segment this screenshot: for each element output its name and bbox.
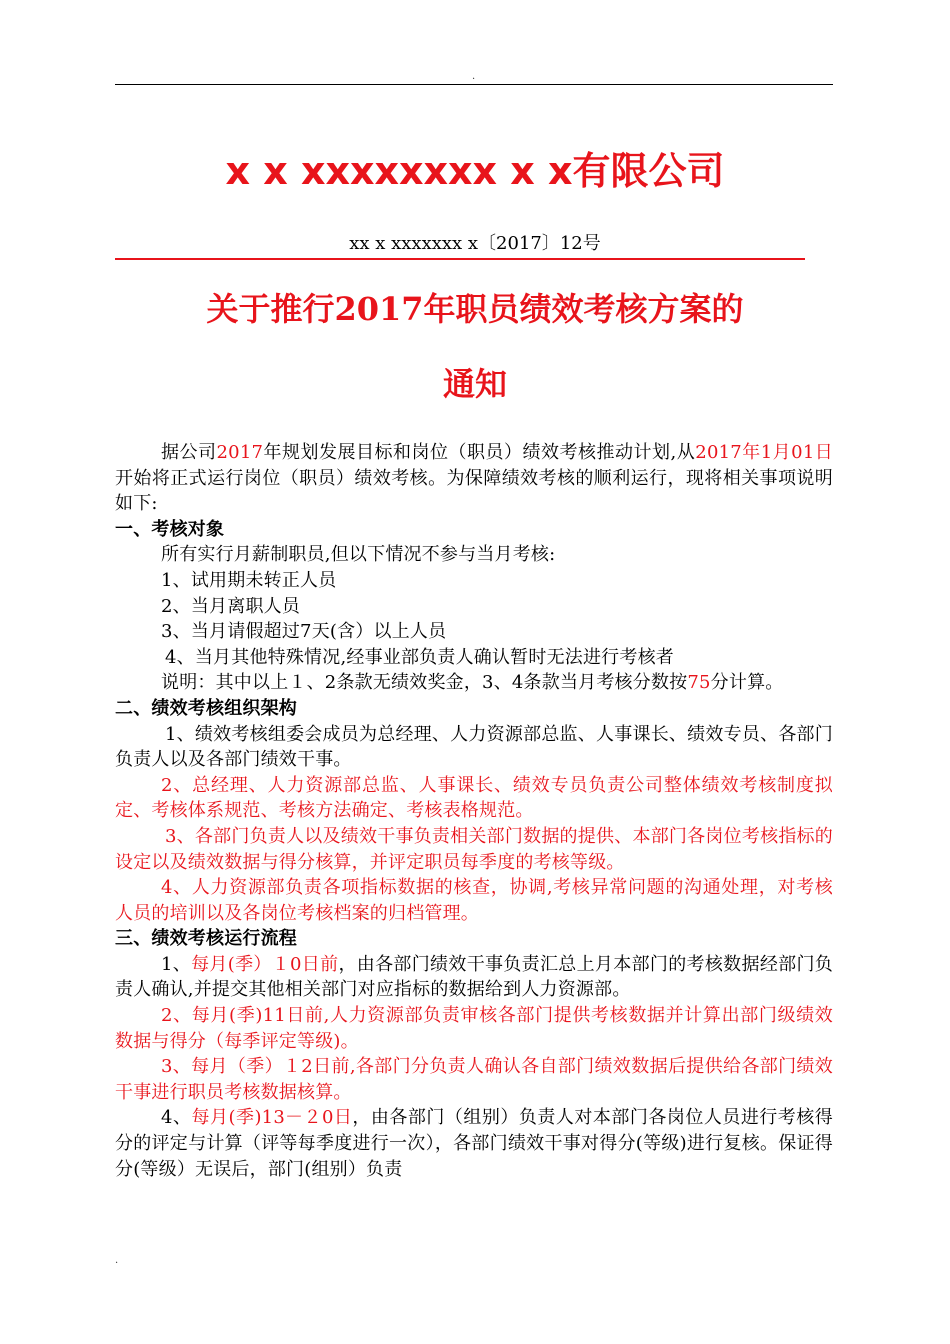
section2-paragraph: 1、绩效考核组委会成员为总经理、人力资源部总监、人事课长、绩效专员、各部门负责人以及各部门绩效干事。 (115, 723, 833, 771)
section2-paragraph: 2、总经理、人力资源部总监、人事课长、绩效专员负责公司整体绩效考核制度拟定、考核体系规范、考核方法确定、考核表格规范。 (115, 774, 833, 822)
section3-paragraph: 2、每月(季)11日前,人力资源部负责审核各部门提供考核数据并计算出部门级绩效数据与得分（每季评定等级)。 (115, 1005, 833, 1052)
section1-heading: 一、考核对象 (115, 518, 225, 540)
document-body (115, 440, 833, 1182)
section2-paragraph: 3、各部门负责人以及绩效干事负责相关部门数据的提供、本部门各岗位考核指标的设定以及绩效数据与得分核算，并评定职员每季度的考核等级。 (115, 825, 833, 873)
section1-lead: 所有实行月薪制职员,但以下情况不参与当月考核: (161, 544, 556, 566)
section1-item: 3、当月请假超过7天(含）以上人员 (161, 621, 447, 643)
section1-item: 4、当月其他特殊情况,经事业部负责人确认暂时无法进行考核者 (165, 646, 674, 668)
section2-heading: 二、绩效考核组织架构 (115, 697, 297, 719)
section1-note: 说明：其中以上１、2条款无绩效奖金，3、4条款当月考核分数按75分计算。 (161, 672, 784, 694)
section3-heading: 三、绩效考核运行流程 (115, 928, 297, 950)
section1-item: 2、当月离职人员 (161, 595, 301, 617)
intro-paragraph: 据公司2017年规划发展目标和岗位（职员）绩效考核推动计划,从2017年1月01日开始将正式运行岗位（职员）绩效考核。为保障绩效考核的顺利运行，现将相关事项说明如下: (115, 442, 833, 515)
red-separator-line (115, 258, 805, 260)
bottom-dot: . (115, 1255, 119, 1266)
intro-start-date: 2017年1月01日 (695, 442, 833, 463)
section1-item: 1、试用期未转正人员 (161, 569, 337, 591)
intro-year: 2017 (216, 442, 264, 463)
section3-paragraph: 4、每月(季)13－２0日，由各部门（组别）负责人对本部门各岗位人员进行考核得分的评定与计算（评等每季度进行一次），各部门绩效干事对得分(等级)进行复核。保证得分(等级）无误后，部门(组别）负责 (115, 1107, 833, 1180)
section3-paragraph: 1、每月(季）１0日前，由各部门绩效干事负责汇总上月本部门的考核数据经部门负责人确认,并提交其他相关部门对应指标的数据给到人力资源部。 (115, 953, 833, 1001)
section3-paragraph: 3、每月（季）１2日前,各部门分负责人确认各自部门绩效数据后提供给各部门绩效干事进行职员考核数据核算。 (115, 1056, 833, 1103)
document-number: xx x xxxxxxx x〔2017〕12号 (349, 233, 601, 254)
header-rule (115, 84, 833, 85)
note-score: 75 (687, 672, 711, 694)
company-name: x x xxxxxxxx x x有限公司 (225, 149, 725, 193)
deadline-10th: 每月(季）１0日前 (191, 953, 339, 975)
top-dot: . (472, 71, 476, 82)
section2-paragraph: 4、人力资源部负责各项指标数据的核查，协调,考核异常问题的沟通处理，对考核人员的培训以及各岗位考核档案的归档管理。 (115, 877, 833, 924)
deadline-13-20: 每月(季)13－２0日 (191, 1107, 353, 1129)
document-title-line2: 通知 (442, 365, 507, 403)
document-title-line1: 关于推行2017年职员绩效考核方案的 (206, 290, 744, 328)
